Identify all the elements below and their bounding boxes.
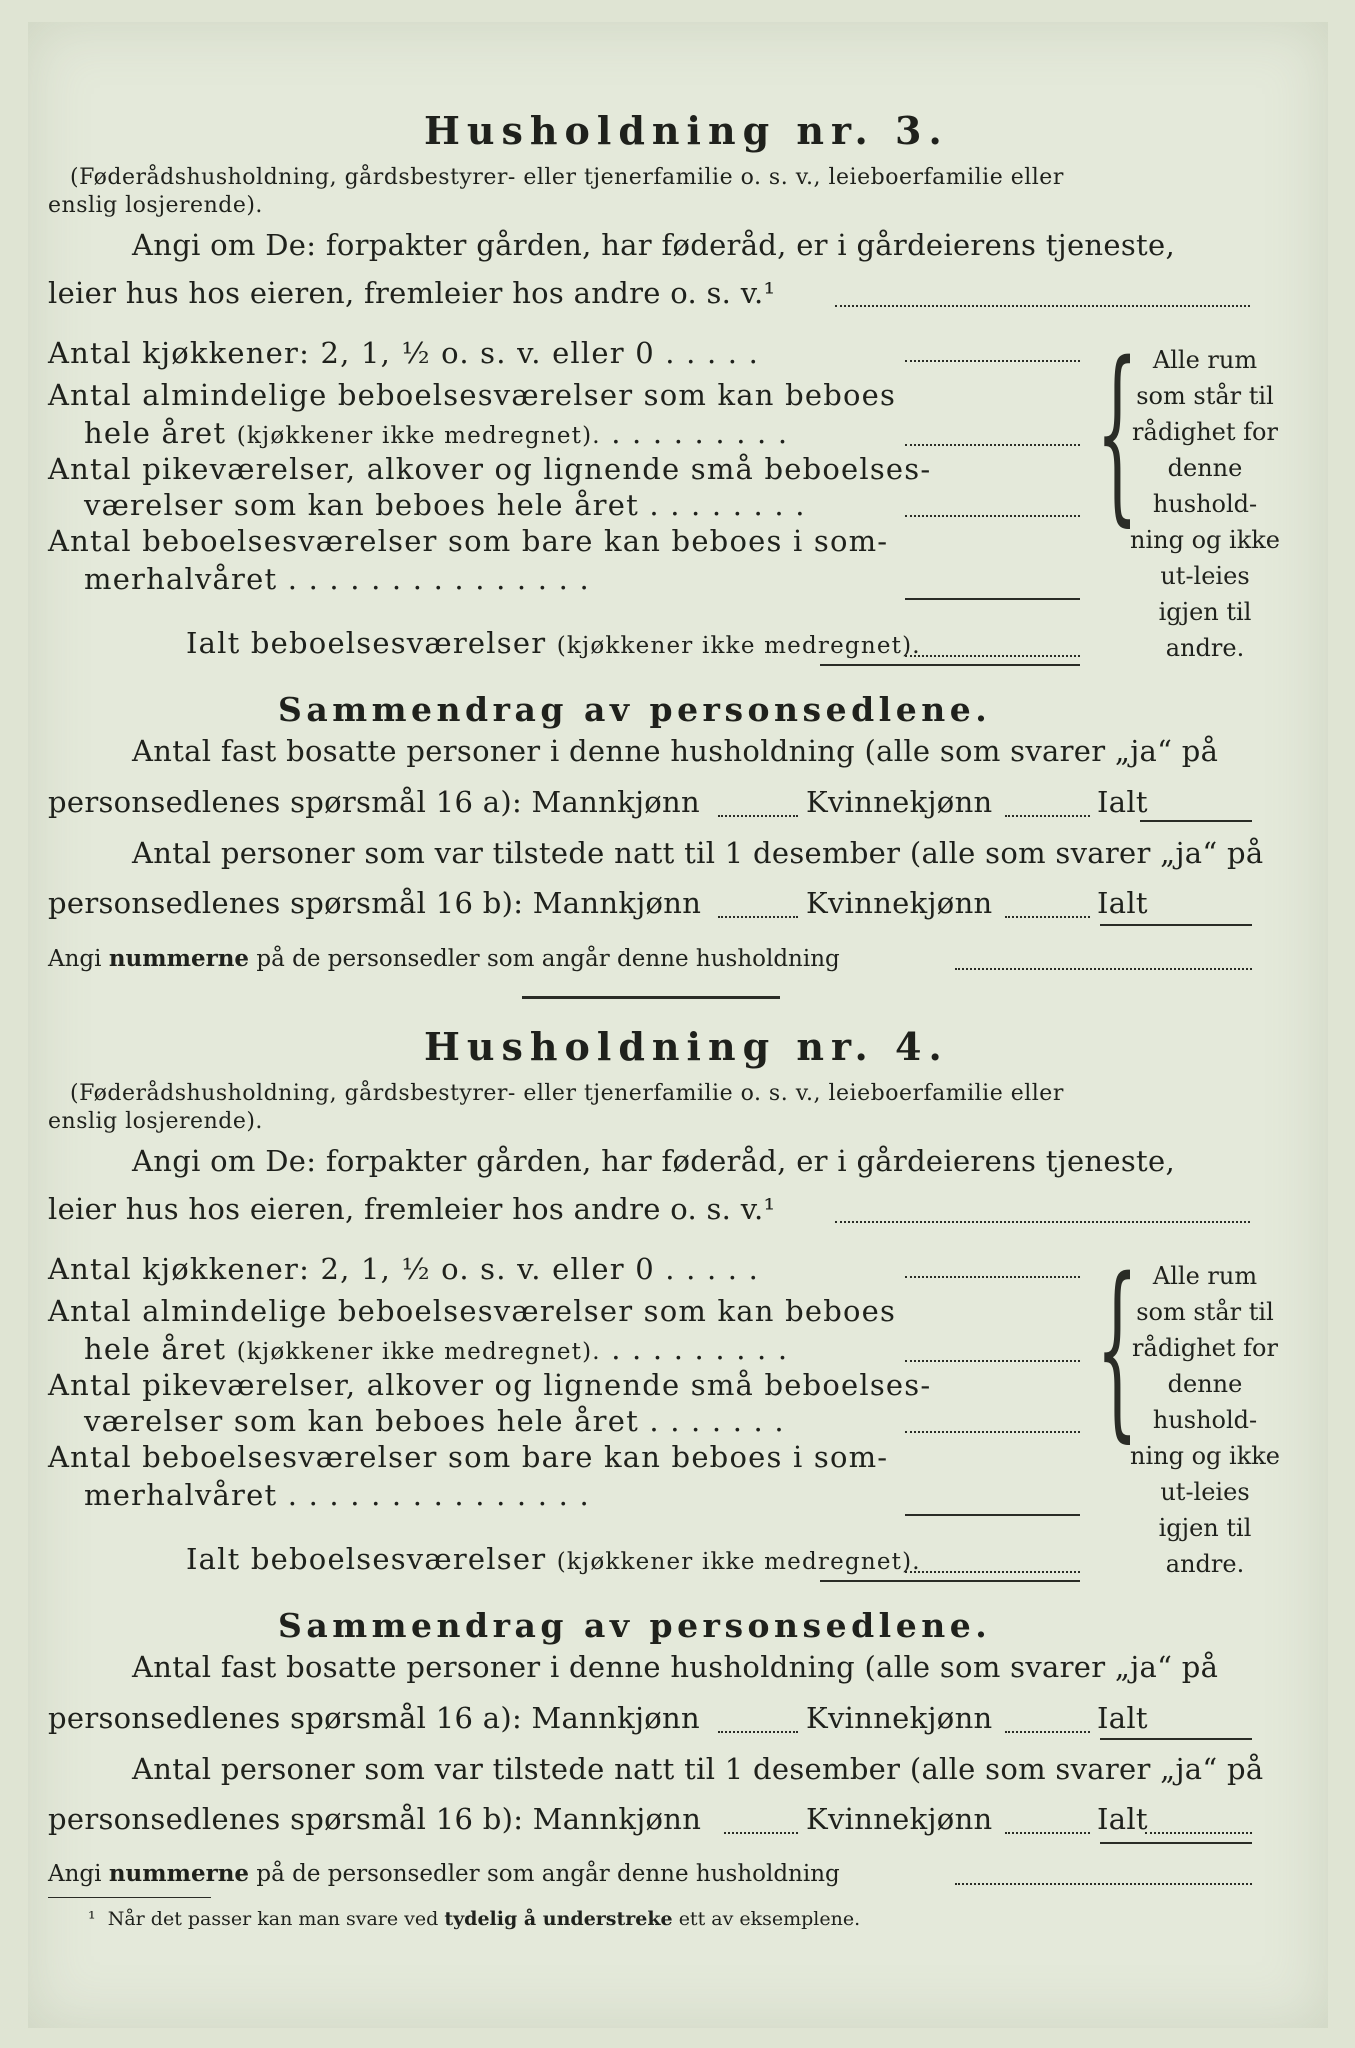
resident-question: Antal fast bosatte personer i denne husholdning (alle som svarer „ja“ på [132, 1650, 1219, 1684]
rooms-total-text: Ialt beboelsesværelser [186, 1542, 547, 1576]
rooms-total-text: Ialt beboelsesværelser [186, 626, 547, 660]
rooms-summer-label-cont: merhalvåret . . . . . . . . . . . . . . . [84, 562, 590, 596]
resident-female-field[interactable] [1005, 815, 1090, 817]
rooms-total-field[interactable] [905, 655, 1080, 657]
summary-title: Sammendrag av personsedlene. [278, 690, 992, 729]
numbers-bold: nummerne [108, 945, 250, 972]
resident-female-label: Kvinnekjønn [806, 1701, 993, 1735]
resident-question-cont: personsedlenes spørsmål 16 a): Mannkjønn [48, 1701, 700, 1735]
household-subtitle: (Føderådshusholdning, gårdsbestyrer- eller tjenerfamilie o. s. v., leieboerfamilie eller [70, 165, 1064, 190]
household-subtitle-cont: enslig losjerende). [48, 193, 263, 218]
resident-male-field[interactable] [718, 815, 798, 817]
resident-total-field[interactable] [1100, 1738, 1252, 1740]
rooms-ordinary-label: Antal almindelige beboelsesværelser som kan beboes [48, 378, 897, 412]
numbers-pre: Angi [48, 946, 102, 972]
rooms-maid-label: Antal pikeværelser, alkover og lignende små beboelses- [48, 452, 932, 486]
footnote-bold: tydelig å understreke [444, 1908, 673, 1930]
rooms-total-label [186, 1542, 921, 1576]
resident-question: Antal fast bosatte personer i denne husholdning (alle som svarer „ja“ på [132, 734, 1219, 768]
section-divider [522, 996, 780, 999]
present-total-field[interactable] [1145, 1832, 1252, 1834]
brace-icon: { [1096, 322, 1139, 543]
present-female-field[interactable] [1005, 1832, 1090, 1834]
rooms-summer-label-cont: merhalvåret . . . . . . . . . . . . . . . [84, 1478, 590, 1512]
status-answer-field[interactable] [835, 1221, 1250, 1223]
resident-female-label: Kvinnekjønn [806, 785, 993, 819]
present-question-cont: personsedlenes spørsmål 16 b): Mannkjønn [48, 1802, 702, 1836]
person-numbers-field[interactable] [955, 1883, 1252, 1885]
kitchens-label: Antal kjøkkener: 2, 1, ½ o. s. v. eller 0 . . . . . [48, 1252, 760, 1286]
present-male-field[interactable] [724, 1832, 798, 1834]
household-subtitle-cont: enslig losjerende). [48, 1109, 263, 1134]
rooms-total-note: (kjøkkener ikke medregnet). [556, 1549, 921, 1575]
rooms-summer-field[interactable] [905, 598, 1080, 600]
present-question-cont: personsedlenes spørsmål 16 b): Mannkjønn [48, 886, 702, 920]
footnote [88, 1908, 860, 1930]
present-female-label: Kvinnekjønn [806, 886, 993, 920]
present-female-label: Kvinnekjønn [806, 1802, 993, 1836]
rooms-total-note: (kjøkkener ikke medregnet). [556, 633, 921, 659]
footnote-pre: Når det passer kan man svare ved [107, 1908, 439, 1930]
resident-total-label: Ialt [1097, 1701, 1148, 1735]
present-male-field[interactable] [718, 916, 798, 918]
resident-female-field[interactable] [1005, 1731, 1090, 1733]
rooms-ordinary-note: (kjøkkener ikke medregnet). [236, 423, 601, 449]
footnote-rule [48, 1897, 211, 1898]
rooms-maid-field[interactable] [905, 1431, 1080, 1433]
person-numbers-label [48, 945, 840, 972]
side-note: Alle rum som står til rådighet for denne hushold-ning og ikke ut-leies igjen til andre. [1130, 346, 1280, 662]
rooms-summer-label: Antal beboelsesværelser som bare kan beboes i som- [48, 524, 889, 558]
rooms-ordinary-field[interactable] [905, 1360, 1080, 1362]
rooms-maid-field[interactable] [905, 515, 1080, 517]
rooms-ordinary-label: Antal almindelige beboelsesværelser som kan beboes [48, 1294, 897, 1328]
status-answer-field[interactable] [835, 305, 1250, 307]
kitchens-field[interactable] [905, 1276, 1080, 1278]
present-question: Antal personer som var tilstede natt til 1 desember (alle som svarer „ja“ på [132, 1752, 1264, 1786]
household-title: Husholdning nr. 3. [424, 108, 949, 153]
numbers-pre: Angi [48, 1861, 102, 1887]
angi-om-de-cont: leier hus hos eieren, fremleier hos andre o. s. v.¹ [48, 276, 776, 310]
rooms-ordinary-note: (kjøkkener ikke medregnet). [236, 1339, 601, 1365]
numbers-bold: nummerne [108, 1860, 250, 1887]
rooms-total-underline [820, 664, 1080, 666]
resident-total-label: Ialt [1097, 785, 1148, 819]
kitchens-field[interactable] [905, 360, 1080, 362]
summary-title: Sammendrag av personsedlene. [278, 1606, 992, 1645]
angi-om-de: Angi om De: forpakter gården, har føderåd, er i gårdeierens tjeneste, [132, 228, 1175, 262]
side-note: Alle rum som står til rådighet for denne hushold-ning og ikke ut-leies igjen til andre. [1130, 1262, 1280, 1578]
numbers-post: på de personsedler som angår denne husholdning [256, 946, 840, 972]
rooms-total-label [186, 626, 921, 660]
rooms-maid-label-cont: værelser som kan beboes hele året . . . . . . . [84, 1404, 785, 1438]
rooms-maid-label-cont: værelser som kan beboes hele året . . . . . . . . [84, 488, 806, 522]
angi-om-de: Angi om De: forpakter gården, har føderåd, er i gårdeierens tjeneste, [132, 1144, 1175, 1178]
rooms-summer-label: Antal beboelsesværelser som bare kan beboes i som- [48, 1440, 889, 1474]
rooms-total-underline [820, 1580, 1080, 1582]
present-question: Antal personer som var tilstede natt til 1 desember (alle som svarer „ja“ på [132, 836, 1264, 870]
present-total-label: Ialt [1097, 886, 1148, 920]
rooms-ordinary-label-cont: hele året (kjøkkener ikke medregnet). . . . . . . . . . [84, 416, 789, 450]
household-title: Husholdning nr. 4. [424, 1024, 949, 1069]
resident-total-field[interactable] [1140, 820, 1252, 822]
brace-icon: { [1096, 1238, 1139, 1459]
present-total-label: Ialt [1097, 1802, 1148, 1836]
numbers-post: på de personsedler som angår denne husholdning [256, 1861, 840, 1887]
rooms-maid-label: Antal pikeværelser, alkover og lignende små beboelses- [48, 1368, 932, 1402]
kitchens-label: Antal kjøkkener: 2, 1, ½ o. s. v. eller 0 . . . . . [48, 336, 760, 370]
rooms-ordinary-text: hele året [84, 416, 227, 450]
person-numbers-field[interactable] [955, 968, 1252, 970]
rooms-summer-field[interactable] [905, 1514, 1080, 1516]
angi-om-de-cont: leier hus hos eieren, fremleier hos andre o. s. v.¹ [48, 1192, 776, 1226]
rooms-total-field[interactable] [905, 1571, 1080, 1573]
resident-question-cont: personsedlenes spørsmål 16 a): Mannkjønn [48, 785, 700, 819]
rooms-ordinary-field[interactable] [905, 444, 1080, 446]
household-subtitle: (Føderådshusholdning, gårdsbestyrer- eller tjenerfamilie o. s. v., leieboerfamilie eller [70, 1081, 1064, 1106]
resident-male-field[interactable] [718, 1731, 798, 1733]
person-numbers-label [48, 1860, 840, 1887]
present-total-field[interactable] [1100, 924, 1252, 926]
footnote-marker: ¹ [88, 1908, 96, 1930]
rooms-ordinary-label-cont: hele året (kjøkkener ikke medregnet). . . . . . . . . . [84, 1332, 789, 1366]
footnote-post: ett av eksemplene. [678, 1908, 861, 1930]
present-total-underline [1100, 1842, 1252, 1844]
present-female-field[interactable] [1005, 916, 1090, 918]
rooms-ordinary-text: hele året [84, 1332, 227, 1366]
